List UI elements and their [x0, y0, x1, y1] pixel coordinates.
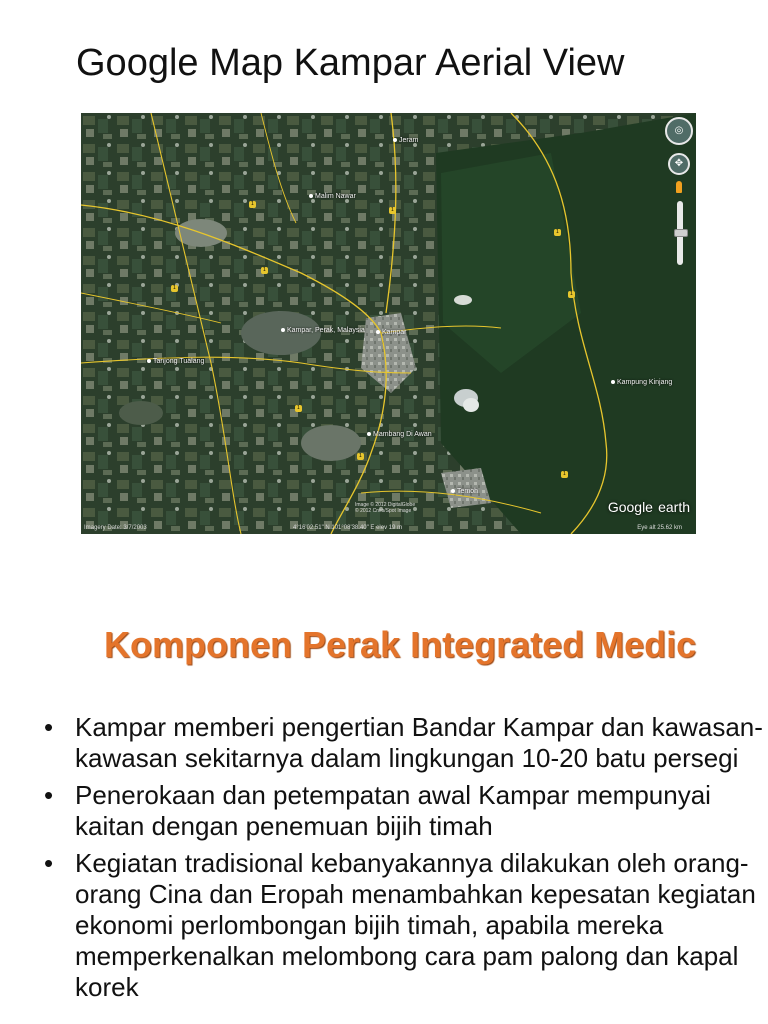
road-number-badge: 1: [251, 201, 254, 207]
google-earth-logo: [608, 497, 690, 516]
road-number-badge: 1: [391, 207, 394, 213]
place-label: Temoh: [451, 488, 478, 495]
list-item: [44, 712, 764, 774]
credit-line: © 2012 Cnes/Spot Image: [355, 508, 412, 514]
road-number-badge: 1: [263, 267, 266, 273]
road-number-badge: 1: [297, 405, 300, 411]
place-label: Kampar, Perak, Malaysia: [281, 327, 365, 334]
credit-line: Image © 2012 DigitalGlobe: [355, 502, 416, 508]
slide-subtitle: Komponen Perak Integrated Medic: [104, 624, 697, 665]
place-label: Jeram: [393, 137, 418, 144]
zoom-slider-knob[interactable]: [674, 229, 688, 237]
pegman-icon[interactable]: [676, 181, 682, 193]
move-joystick-icon[interactable]: ✥: [668, 153, 690, 175]
road-number-badge: 1: [173, 285, 176, 291]
aerial-map[interactable]: [81, 113, 696, 534]
road-number-badge: 1: [570, 291, 573, 297]
place-label: Malim Nawar: [309, 193, 356, 200]
satellite-imagery: [81, 113, 696, 534]
zoom-slider-icon[interactable]: [677, 201, 683, 265]
place-label: Mambang Di Awan: [367, 431, 432, 438]
logo-sub-text: earth: [658, 499, 690, 515]
road-number-badge: 1: [563, 471, 566, 477]
bullet-text: Penerokaan dan petempatan awal Kampar mempunyai kaitan dengan penemuan bijih timah: [75, 780, 711, 841]
look-around-icon[interactable]: ◎: [665, 117, 693, 145]
imagery-date: Imagery Date: 3/7/2003: [84, 525, 147, 531]
list-item: [44, 780, 764, 842]
place-label: Tanjong Tualang: [147, 358, 204, 365]
imagery-credits: [355, 502, 415, 514]
bullet-glyph: •: [44, 712, 54, 742]
road-number-badge: 1: [556, 229, 559, 235]
coordinate-readout: 4°16'02.51" N 101°08'38.40" E elev 19 m: [293, 525, 403, 531]
road-number-badge: 1: [359, 453, 362, 459]
list-item: [44, 848, 764, 1003]
slide-title: Google Map Kampar Aerial View: [76, 42, 625, 84]
place-label: Kampar: [376, 329, 407, 336]
logo-main-text: Google: [607, 499, 653, 515]
bullet-glyph: •: [44, 780, 54, 810]
bullet-list: [44, 712, 764, 1009]
bullet-glyph: •: [44, 848, 54, 878]
bullet-text: Kegiatan tradisional kebanyakannya dilakukan oleh orang-orang Cina dan Eropah menambahkan kepesatan kegiatan ekonomi perlombongan bijih timah, apabila mereka memperkenalkan melombong cara pam palong dan kapal korek: [75, 848, 756, 1002]
eye-altitude: Eye alt 25.62 km: [637, 525, 682, 531]
bullet-text: Kampar memberi pengertian Bandar Kampar dan kawasan-kawasan sekitarnya dalam lingkungan 10-20 batu persegi: [75, 712, 763, 773]
place-label: Kampung Kinjang: [611, 379, 672, 386]
